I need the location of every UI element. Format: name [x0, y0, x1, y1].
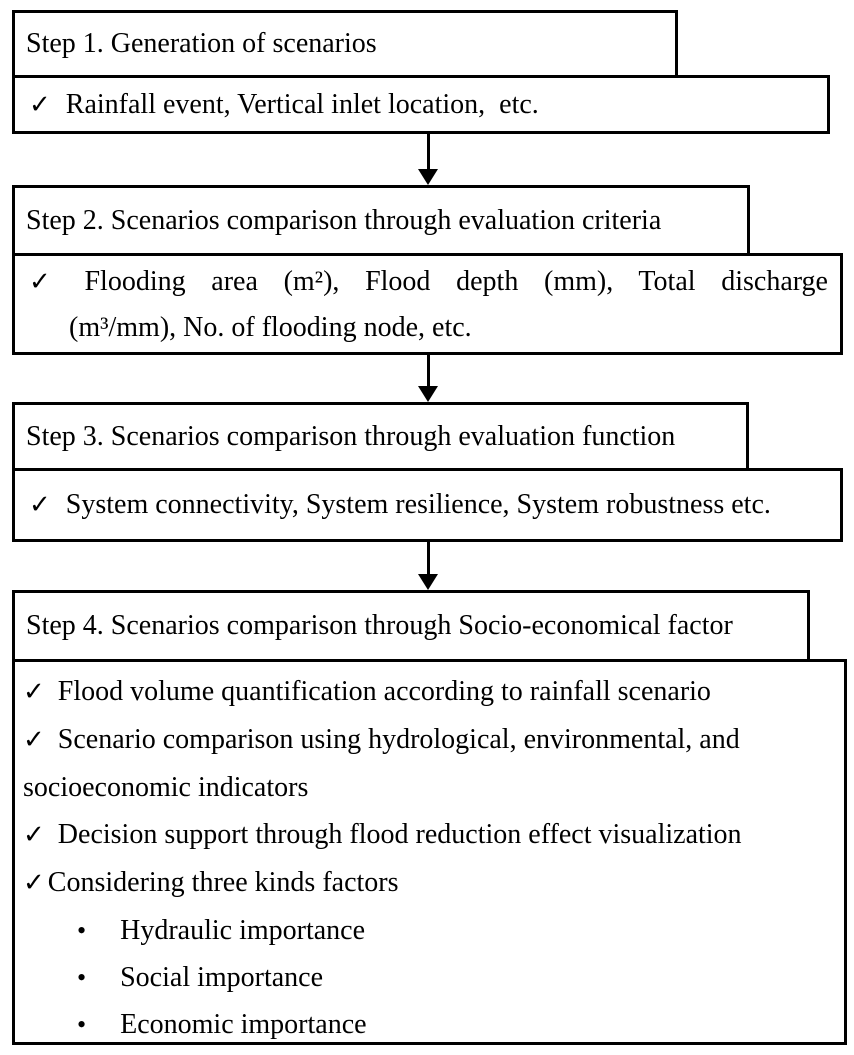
- bullet-item-text: Economic importance: [120, 1009, 367, 1040]
- bullet-icon: •: [77, 916, 87, 945]
- checklist-item-continuation: [15, 305, 840, 350]
- checklist-item: [15, 859, 844, 907]
- checklist-item: [15, 481, 840, 529]
- check-icon: ✓: [23, 868, 45, 898]
- arrow-shaft: [427, 134, 430, 169]
- check-icon: ✓: [29, 89, 51, 120]
- checklist-item-text: Considering three kinds factors: [47, 867, 399, 898]
- check-icon: ✓: [23, 677, 45, 707]
- checklist-item-continuation: [15, 764, 844, 811]
- step4-body-box: [12, 659, 847, 1045]
- checklist-item-text: Decision support through flood reduction effect visualization: [57, 819, 742, 850]
- bullet-item: [15, 1001, 844, 1048]
- checklist-item-text: Scenario comparison using hydrological, environmental, and: [57, 724, 740, 755]
- step1-body-box: [12, 75, 830, 134]
- arrow-shaft: [427, 542, 430, 574]
- step4-title: Step 4. Scenarios comparison through Socio-economical factor: [26, 610, 733, 641]
- checklist-item-text: socioeconomic indicators: [23, 772, 309, 803]
- checklist-item-text: (m³/mm), No. of flooding node, etc.: [69, 311, 472, 343]
- bullet-item-text: Social importance: [120, 962, 324, 993]
- bullet-item: [15, 954, 844, 1001]
- step1-title-box: [12, 10, 678, 78]
- checklist-item-text: Rainfall event, Vertical inlet location, etc.: [65, 88, 539, 120]
- check-icon: ✓: [29, 266, 70, 297]
- step2-title: Step 2. Scenarios comparison through evaluation criteria: [26, 204, 662, 236]
- arrow-head: [418, 169, 438, 185]
- check-icon: ✓: [29, 490, 51, 520]
- checklist-item-text: Flooding area (m²), Flood depth (mm), Total discharge: [84, 265, 828, 297]
- arrow-down-icon: [414, 355, 442, 402]
- checklist-item-text: System connectivity, System resilience, System robustness etc.: [65, 489, 771, 520]
- bullet-icon: •: [77, 1010, 87, 1039]
- step2-title-box: [12, 185, 750, 256]
- check-icon: ✓: [23, 820, 45, 850]
- checklist-item: [15, 668, 844, 716]
- bullet-item: [15, 907, 844, 954]
- checklist-item: [15, 811, 844, 859]
- arrow-down-icon: [414, 542, 442, 590]
- step3-body-box: [12, 468, 843, 542]
- arrow-down-icon: [414, 134, 442, 185]
- checklist-item: [15, 259, 840, 305]
- bullet-icon: •: [77, 963, 87, 992]
- bullet-item-text: Hydraulic importance: [120, 915, 366, 946]
- step3-title: Step 3. Scenarios comparison through evaluation function: [26, 420, 676, 452]
- check-icon: ✓: [23, 725, 45, 755]
- checklist-item: [15, 81, 827, 129]
- step3-title-box: [12, 402, 749, 471]
- arrow-head: [418, 386, 438, 402]
- step4-title-box: [12, 590, 810, 662]
- arrow-head: [418, 574, 438, 590]
- step1-title: Step 1. Generation of scenarios: [26, 28, 377, 59]
- step2-body-box: [12, 253, 843, 355]
- arrow-shaft: [427, 355, 430, 386]
- checklist-item: [15, 716, 844, 764]
- checklist-item-text: Flood volume quantification according to rainfall scenario: [57, 676, 711, 707]
